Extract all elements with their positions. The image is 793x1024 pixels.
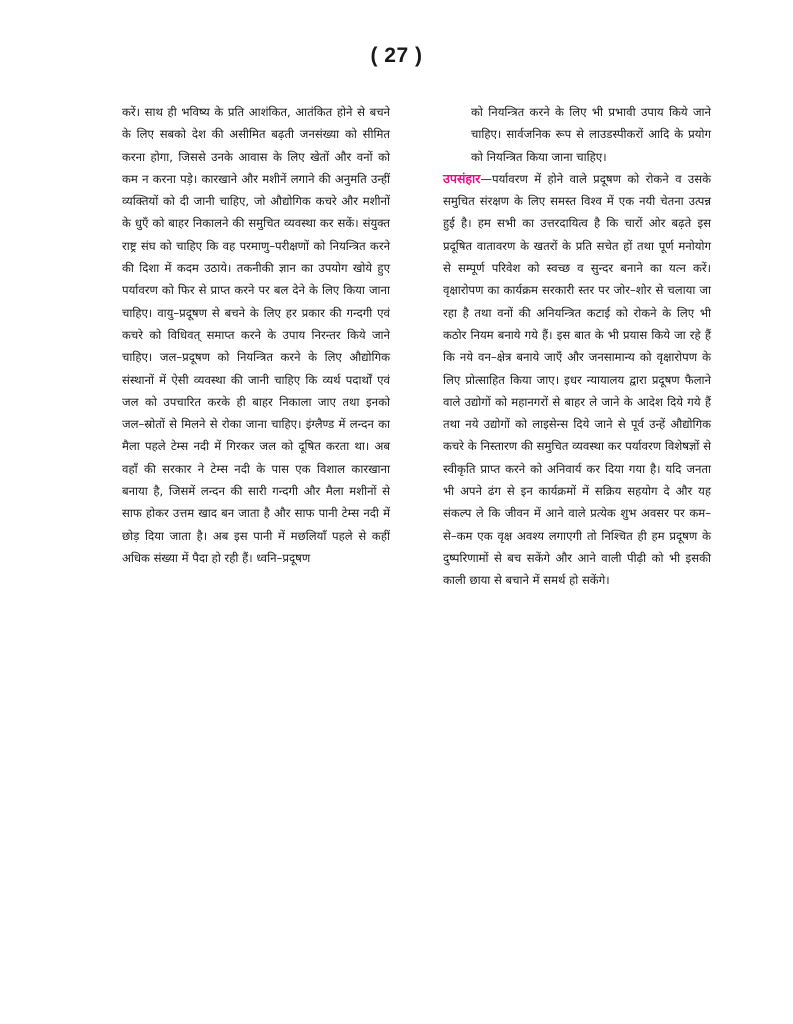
page-number: ( 27 )	[370, 44, 423, 67]
left-column	[122, 101, 390, 569]
conclusion-paragraph	[443, 168, 711, 592]
left-column-paragraph: करें। साथ ही भविष्य के प्रति आशंकित, आतंकित होने से बचने के लिए सबको देश की असीमित बढ़ती जनसंख्या को सीमित करना होगा, जिससे उनके आवास के लिए खेतों और वनों को कम न करना पड़े। कारखाने और मशीनें लगाने की अनुमति उन्हीं व्यक्तियों को दी जानी चाहिए, जो औद्योगिक कचरे और मशीनों के धुएँ को बाहर निकालने की समुचित व्यवस्था कर सकें। संयुक्त राष्ट्र संघ को चाहिए कि वह परमाणु–परीक्षणों को नियन्त्रित करने की दिशा में कदम उठाये। तकनीकी ज्ञान का उपयोग खोये हुए पर्यावरण को फिर से प्राप्त करने पर बल देने के लिए किया जाना चाहिए। वायु–प्रदूषण से बचने के लिए हर प्रकार की गन्दगी एवं कचरे को विधिवत् समाप्त करने के उपाय निरन्तर किये जाने चाहिए। जल–प्रदूषण को नियन्त्रित करने के लिए औद्योगिक संस्थानों में ऐसी व्यवस्था की जानी चाहिए कि व्यर्थ पदार्थों एवं जल को उपचारित करके ही बाहर निकाला जाए तथा इनको जल–स्रोतों से मिलने से रोका जाना चाहिए। इंग्लैण्ड में लन्दन का मैला पहले टेम्स नदी में गिरकर जल को दूषित करता था। अब वहाँ की सरकार ने टेम्स नदी के पास एक विशाल कारखाना बनाया है, जिसमें लन्दन की सारी गन्दगी और मैला मशीनों से साफ होकर उत्तम खाद बन जाता है और साफ पानी टेम्स नदी में छोड़ दिया जाता है। अब इस पानी में मछलियाँ पहले से कहीं अधिक संख्या में पैदा हो रही हैं। ध्वनि–प्रदूषण	[122, 105, 390, 565]
right-column	[443, 101, 711, 592]
conclusion-heading: उपसंहार	[443, 170, 481, 186]
right-column-continuation: को नियन्त्रित करने के लिए भी प्रभावी उपाय किये जाने चाहिए। सार्वजनिक रूप से लाउडस्पीकरों आदि के प्रयोग को नियन्त्रित किया जाना चाहिए।	[471, 105, 711, 164]
conclusion-text: —पर्यावरण में होने वाले प्रदूषण को रोकने व उसके समुचित संरक्षण के लिए समस्त विश्व में एक नयी चेतना उत्पन्न हुई है। हम सभी का उत्तरदायित्व है कि चारों ओर बढ़ते इस प्रदूषित वातावरण के खतरों के प्रति सचेत हों तथा पूर्ण मनोयोग से सम्पूर्ण परिवेश को स्वच्छ व सुन्दर बनाने का यत्न करें। वृक्षारोपण का कार्यक्रम सरकारी स्तर पर जोर–शोर से चलाया जा रहा है तथा वनों की अनियन्त्रित कटाई को रोकने के लिए भी कठोर नियम बनाये गये हैं। इस बात के भी प्रयास किये जा रहे हैं कि नये वन–क्षेत्र बनाये जाएँ और जनसामान्य को वृक्षारोपण के लिए प्रोत्साहित किया जाए। इधर न्यायालय द्वारा प्रदूषण फैलाने वाले उद्योगों को महानगरों से बाहर ले जाने के आदेश दिये गये हैं तथा नये उद्योगों को लाइसेन्स दिये जाने से पूर्व उन्हें औद्योगिक कचरे के निस्तारण की समुचित व्यवस्था कर पर्यावरण विशेषज्ञों से स्वीकृति प्राप्त करने को अनिवार्य कर दिया गया है। यदि जनता भी अपने ढंग से इन कार्यक्रमों में सक्रिय सहयोग दे और यह संकल्प ले कि जीवन में आने वाले प्रत्येक शुभ अवसर पर कम–से–कम एक वृक्ष अवश्य लगाएगी तो निश्चित ही हम प्रदूषण के दुष्परिणामों से बच सकेंगे और आने वाली पीढ़ी को भी इसकी काली छाया से बचाने में समर्थ हो सकेंगे।	[443, 171, 711, 588]
